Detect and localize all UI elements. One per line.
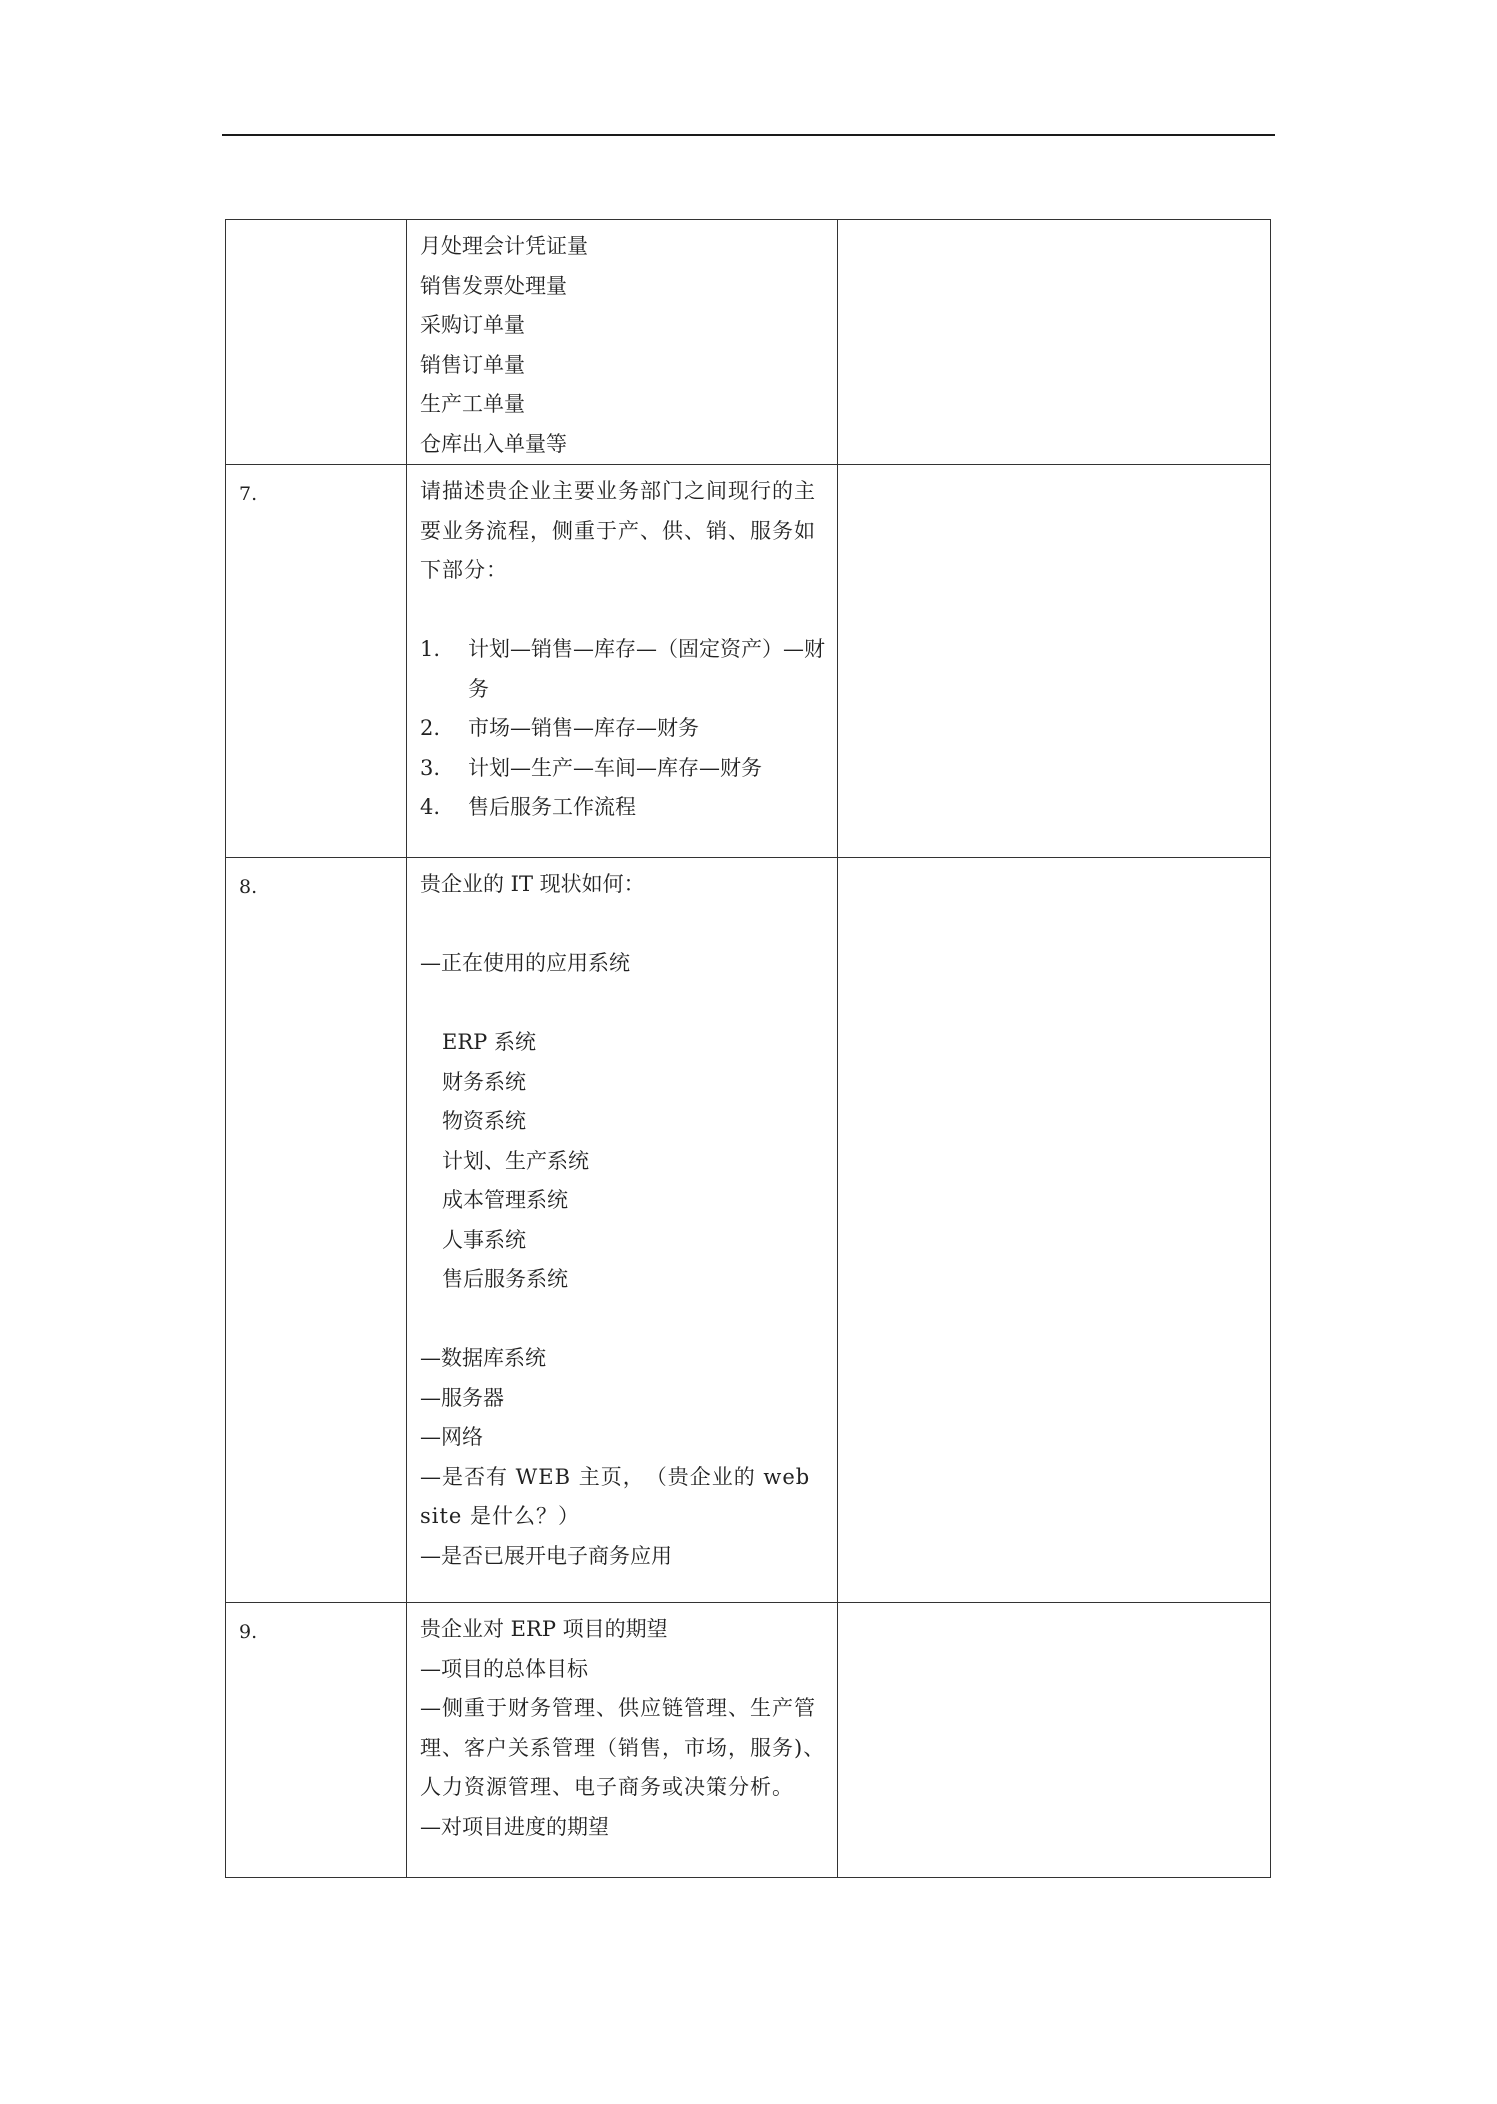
question-title: 贵企业的 IT 现状如何：: [420, 872, 645, 896]
list-item: 4. 售后服务工作流程: [420, 795, 636, 819]
answer-cell[interactable]: [838, 220, 1271, 465]
answer-cell[interactable]: [838, 858, 1271, 1603]
volume-item: 生产工单量: [420, 392, 525, 416]
question-cell: [407, 220, 838, 465]
volume-item: 仓库出入单量等: [420, 431, 567, 456]
volume-item: 月处理会计凭证量: [420, 234, 588, 258]
table-row: [226, 465, 1271, 858]
schedule-line: —对项目进度的期望: [420, 1814, 609, 1839]
volume-item: 销售订单量: [420, 352, 525, 377]
question-cell: [407, 465, 838, 858]
app-system-item: 售后服务系统: [442, 1267, 568, 1291]
app-system-item: 人事系统: [442, 1227, 526, 1252]
apps-heading: —正在使用的应用系统: [420, 951, 630, 975]
row-number-cell: [226, 858, 407, 1603]
row-number: 9.: [239, 1621, 258, 1643]
row-number-cell: [226, 465, 407, 858]
question-intro: 请描述贵企业主要业务部门之间现行的主要业务流程，侧重于产、供、销、服务如下部分：: [420, 479, 816, 582]
table-row: [226, 1603, 1271, 1878]
it-item: —网络: [420, 1425, 483, 1449]
app-system-item: ERP 系统: [442, 1030, 536, 1054]
row-number: 7.: [239, 483, 258, 505]
list-item: 3. 计划—生产—车间—库存—财务: [420, 755, 762, 780]
goal-line: —项目的总体目标: [420, 1656, 588, 1681]
web-question: —是否有 WEB 主页， （贵企业的 web site 是什么？）: [420, 1464, 811, 1528]
question-title: 贵企业对 ERP 项目的期望: [420, 1617, 668, 1641]
it-item: —服务器: [420, 1385, 504, 1410]
focus-line: —侧重于财务管理、供应链管理、生产管理、客户关系管理（销售，市场，服务)、人力资源管理、电子商务或决策分析。: [420, 1696, 826, 1799]
volume-item: 销售发票处理量: [420, 273, 567, 298]
it-item: —数据库系统: [420, 1346, 546, 1370]
ecommerce-question: —是否已展开电子商务应用: [420, 1543, 672, 1568]
table-row: [226, 220, 1271, 465]
list-item: 1. 计划—销售—库存—（固定资产）—财务: [420, 637, 825, 701]
table-row: [226, 858, 1271, 1603]
answer-cell[interactable]: [838, 465, 1271, 858]
question-cell: [407, 858, 838, 1603]
app-system-item: 成本管理系统: [442, 1188, 568, 1212]
question-cell: [407, 1603, 838, 1878]
app-system-item: 财务系统: [442, 1069, 526, 1094]
row-number-cell: [226, 1603, 407, 1878]
app-system-item: 物资系统: [442, 1109, 526, 1133]
header-rule: [222, 134, 1275, 136]
row-number-cell: [226, 220, 407, 465]
volume-item: 采购订单量: [420, 313, 525, 337]
list-item: 2. 市场—销售—库存—财务: [420, 716, 699, 740]
app-system-item: 计划、生产系统: [442, 1148, 589, 1173]
answer-cell[interactable]: [838, 1603, 1271, 1878]
questionnaire-table: [225, 219, 1271, 1878]
row-number: 8.: [239, 876, 258, 898]
